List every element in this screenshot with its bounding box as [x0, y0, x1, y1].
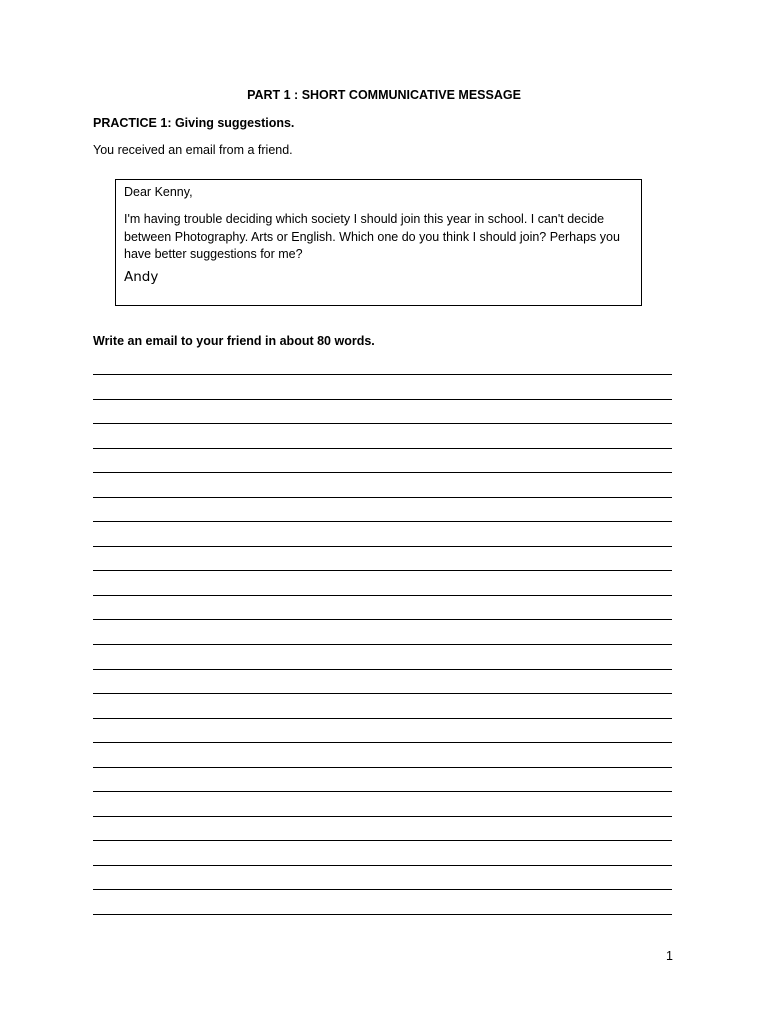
- writing-line: [93, 889, 672, 914]
- intro-text: You received an email from a friend.: [93, 143, 293, 157]
- writing-line: [93, 521, 672, 546]
- writing-line: [93, 619, 672, 644]
- writing-line: [93, 865, 672, 890]
- page-number: 1: [666, 949, 673, 963]
- writing-line: [93, 423, 672, 448]
- writing-line: [93, 595, 672, 620]
- writing-line: [93, 840, 672, 865]
- writing-line: [93, 399, 672, 424]
- task-instruction: Write an email to your friend in about 80 words.: [93, 334, 375, 348]
- email-signoff: Andy: [124, 268, 159, 285]
- email-body: I'm having trouble deciding which society I should join this year in school. I can't decide between Photography. Arts or English. Which one do you think I should join? Perhaps you have better suggestions for me?: [124, 212, 620, 261]
- writing-line: [93, 718, 672, 743]
- email-box: [115, 179, 642, 306]
- writing-line: [93, 546, 672, 571]
- writing-line: [93, 374, 672, 399]
- writing-line: [93, 742, 672, 767]
- writing-line: [93, 448, 672, 473]
- writing-line: [93, 570, 672, 595]
- writing-line: [93, 767, 672, 792]
- email-greeting: Dear Kenny,: [124, 185, 193, 199]
- writing-line: [93, 472, 672, 497]
- writing-line: [93, 791, 672, 816]
- writing-line: [93, 497, 672, 522]
- writing-line: [93, 644, 672, 669]
- writing-line: [93, 914, 672, 939]
- writing-line: [93, 816, 672, 841]
- writing-line: [93, 669, 672, 694]
- page-title: PART 1 : SHORT COMMUNICATIVE MESSAGE: [247, 88, 521, 102]
- writing-lines: [93, 374, 672, 939]
- practice-heading: PRACTICE 1: Giving suggestions.: [93, 116, 295, 130]
- writing-line: [93, 693, 672, 718]
